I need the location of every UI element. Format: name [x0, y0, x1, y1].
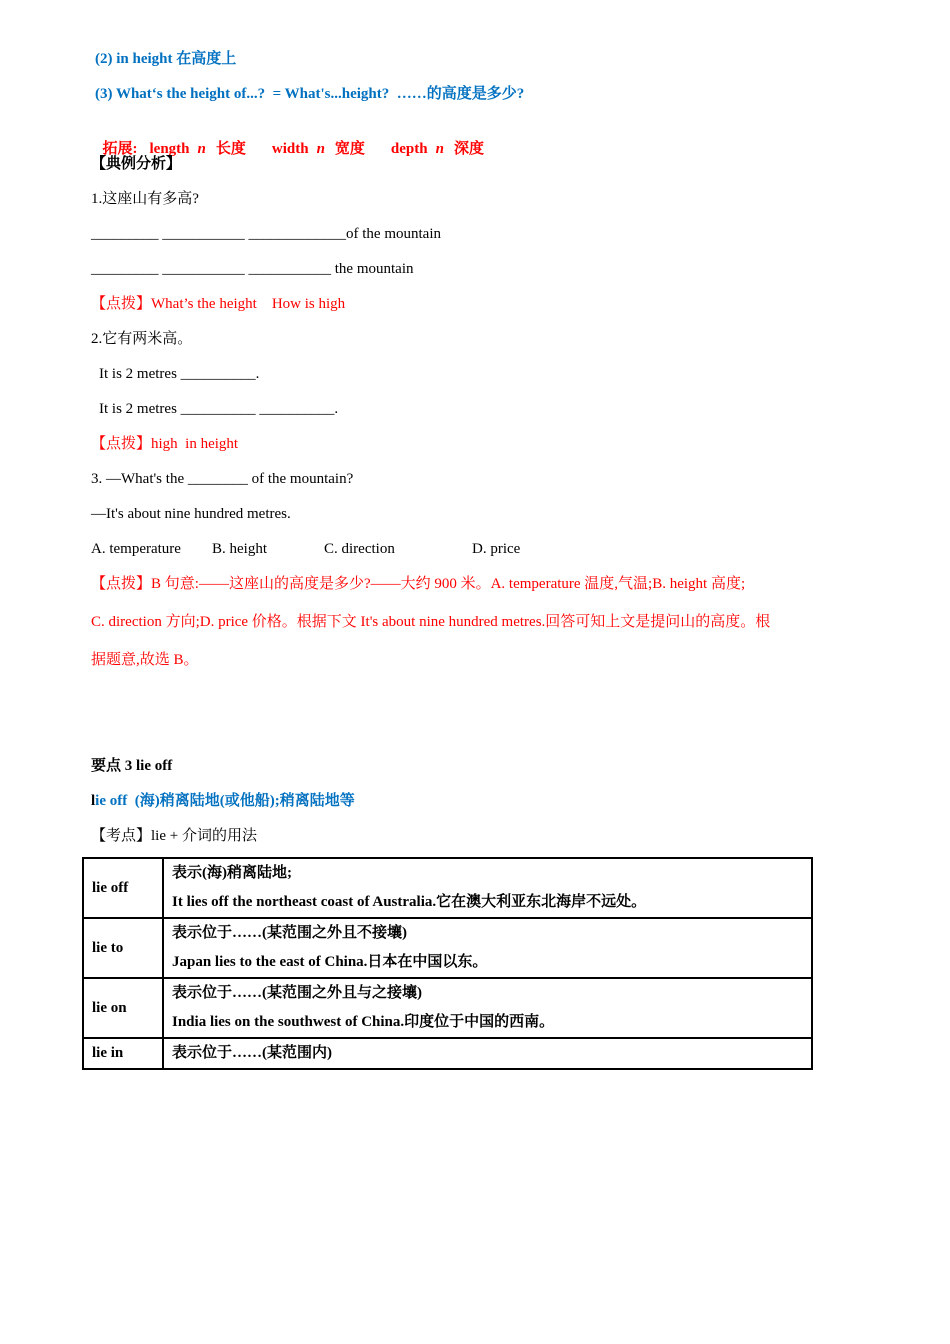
point3-definition	[91, 791, 355, 811]
hint-text: B 句意:——这座山的高度是多少?——大约 900 米。A. temperature 温度,气温;B. height 高度;	[151, 576, 746, 592]
table-key: lie off	[83, 858, 163, 918]
q2-prompt: 2.它有两米高。	[91, 331, 193, 347]
q2-hint	[91, 434, 238, 454]
table-key: lie on	[83, 978, 163, 1038]
ext-length-cn: 长度	[215, 141, 246, 157]
ext-width-cn: 宽度	[334, 141, 365, 157]
q3-prompt: 3. —What's the ________ of the mountain?	[91, 471, 354, 487]
ext-depth: depth	[390, 141, 428, 157]
table-row	[83, 858, 812, 918]
table-example: India lies on the southwest of China.印度位于中国的西南。	[172, 1014, 555, 1030]
table-row	[83, 918, 812, 978]
q1-blank-line-1: _________ ___________ _____________of the mountain	[91, 226, 441, 242]
extension-line	[95, 119, 484, 159]
q1-prompt: 1.这座山有多高?	[91, 191, 199, 207]
q3-answer-line: —It's about nine hundred metres.	[91, 506, 291, 522]
q3-option-b: B. height	[212, 541, 267, 557]
ext-depth-pos: n	[435, 141, 444, 157]
extension-label: 拓展:	[102, 141, 138, 157]
table-cell	[163, 978, 812, 1038]
q1-hint	[91, 294, 345, 314]
q1-blank-line-2: _________ ___________ ___________ the mountain	[91, 261, 414, 277]
table-row	[83, 1038, 812, 1069]
table-cell	[163, 1038, 812, 1069]
examples-heading: 【典例分析】	[91, 156, 182, 172]
ext-length: length	[149, 141, 190, 157]
hint-label: 【点拨】	[91, 576, 152, 592]
q3-hint-line-1	[91, 574, 745, 594]
table-meaning: 表示(海)稍离陆地;	[172, 865, 292, 881]
q3-hint-line-2: C. direction 方向;D. price 价格。根据下文 It's about nine hundred metres.回答可知上文是提问山的高度。根	[91, 614, 771, 630]
q2-blank-line-1: It is 2 metres __________.	[99, 366, 260, 382]
hint-label: 【点拨】	[91, 296, 152, 312]
table-meaning: 表示位于……(某范围之外且与之接壤)	[172, 985, 422, 1001]
q3-option-d: D. price	[472, 541, 521, 557]
definition-prefix: l	[91, 793, 96, 809]
q3-option-c: C. direction	[324, 541, 395, 557]
note-in-height: (2) in height 在高度上	[95, 51, 237, 67]
hint-label: 【点拨】	[91, 436, 152, 452]
table-example: It lies off the northeast coast of Australia.它在澳大利亚东北海岸不远处。	[172, 894, 647, 910]
point3-usage: 【考点】lie + 介词的用法	[91, 828, 257, 844]
table-example: Japan lies to the east of China.日本在中国以东。	[172, 954, 488, 970]
definition-text: ie off (海)稍离陆地(或他船);稍离陆地等	[95, 793, 355, 809]
ext-width-pos: n	[316, 141, 325, 157]
table-cell	[163, 858, 812, 918]
table-meaning: 表示位于……(某范围内)	[172, 1045, 332, 1061]
lie-preposition-table	[82, 857, 813, 1070]
q3-option-a: A. temperature	[91, 541, 181, 557]
table-cell	[163, 918, 812, 978]
hint-text: What’s the height How is high	[151, 296, 346, 312]
table-row	[83, 978, 812, 1038]
q2-blank-line-2: It is 2 metres __________ __________.	[99, 401, 339, 417]
hint-text: high in height	[151, 436, 239, 452]
table-key: lie in	[83, 1038, 163, 1069]
ext-width: width	[271, 141, 309, 157]
table-key: lie to	[83, 918, 163, 978]
note-height-question: (3) What‘s the height of...? = What's...height? ……的高度是多少?	[95, 86, 525, 102]
ext-length-pos: n	[197, 141, 206, 157]
q3-hint-line-3: 据题意,故选 B。	[91, 652, 199, 668]
table-meaning: 表示位于……(某范围之外且不接壤)	[172, 925, 407, 941]
point3-title: 要点 3 lie off	[91, 758, 173, 774]
ext-depth-cn: 深度	[453, 141, 484, 157]
